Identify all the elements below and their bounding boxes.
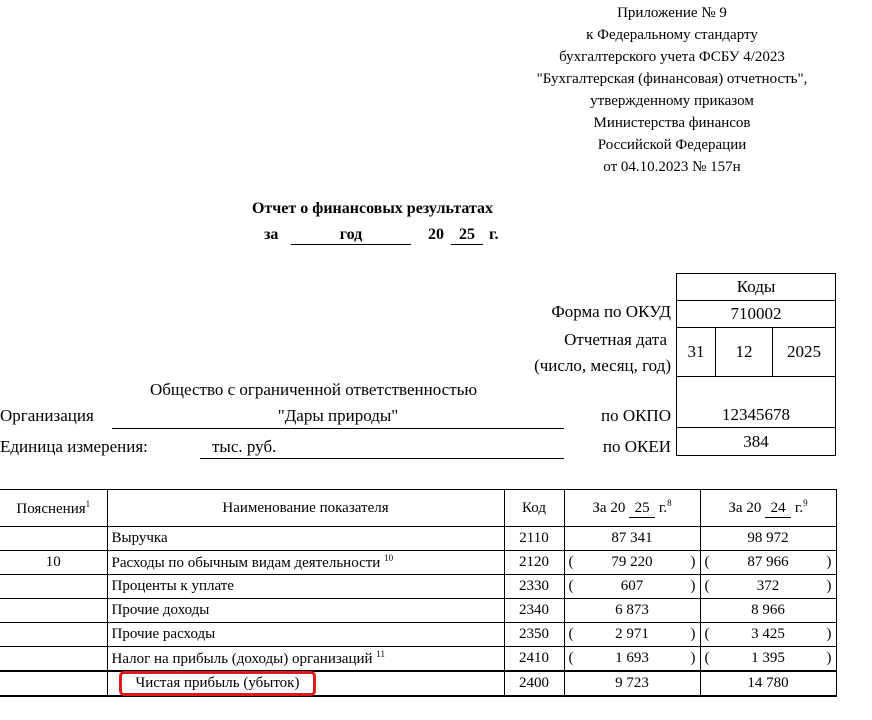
row-previous-value: 98 972 (700, 527, 836, 551)
row-name: Выручка (107, 527, 504, 551)
row-previous-value: 14 780 (700, 671, 836, 696)
unit-value: тыс. руб. (200, 437, 564, 459)
row-code: 2410 (504, 647, 564, 672)
row-name: Проценты к уплате (107, 575, 504, 599)
row-previous-value: ( 87 966 ) (700, 551, 836, 575)
period-field: год (291, 226, 411, 245)
okpo-label: по ОКПО (600, 406, 671, 425)
row-name: Прочие доходы (107, 599, 504, 623)
row-note (0, 527, 107, 551)
row-current-value: ( 2 971 ) (564, 623, 700, 647)
row-name (107, 671, 504, 696)
date-year: 2025 (773, 328, 836, 377)
row-current-value: ( 607 ) (564, 575, 700, 599)
appendix-line: "Бухгалтерская (финансовая) отчетность", (536, 71, 808, 87)
date-month: 12 (716, 328, 773, 377)
date-label-1: Отчетная дата (564, 330, 667, 349)
row-name: Расходы по обычным видам деятельности $^{10}$ (107, 551, 504, 575)
year-prefix: 20 (428, 226, 444, 243)
row-name: Налог на прибыль (доходы) организаций $^{11}$ (107, 647, 504, 672)
row-note (0, 623, 107, 647)
table-row (0, 527, 836, 551)
table-header-row (0, 490, 836, 527)
appendix-line: Приложение № 9 (617, 5, 727, 21)
org-name-line1: Общество с ограниченной ответственностью (150, 380, 478, 399)
row-note (0, 599, 107, 623)
appendix-line: Российской Федерации (597, 137, 747, 153)
row-note: 10 (0, 551, 107, 575)
appendix-line: к Федеральному стандарту (586, 27, 758, 43)
row-name: Прочие расходы (107, 623, 504, 647)
row-code: 2340 (504, 599, 564, 623)
date-day: 31 (677, 328, 716, 377)
table-row-net-profit (0, 671, 836, 696)
table-row (0, 551, 836, 575)
org-name-line2: "Дары природы" (112, 406, 564, 429)
header-name: Наименование показателя (107, 490, 504, 527)
table-row (0, 575, 836, 599)
codes-header: Коды (677, 274, 836, 301)
row-previous-value: ( 3 425 ) (700, 623, 836, 647)
row-current-value: ( 1 693 ) (564, 647, 700, 672)
header-current-period: За 20 25 г.$^8$ (564, 490, 700, 527)
appendix-line: Министерства финансов (593, 115, 751, 131)
row-code: 2350 (504, 623, 564, 647)
row-code: 2400 (504, 671, 564, 696)
row-code: 2110 (504, 527, 564, 551)
row-previous-value: ( 1 395 ) (700, 647, 836, 672)
year-g: г. (489, 226, 499, 243)
row-note (0, 575, 107, 599)
header-code: Код (504, 490, 564, 527)
year-field: 25 (451, 226, 483, 245)
appendix-line: бухгалтерского учета ФСБУ 4/2023 (559, 49, 785, 65)
okei-label: по ОКЕИ (602, 437, 671, 456)
codes-blank (677, 377, 836, 404)
unit-label: Единица измерения: (0, 437, 148, 456)
report-title: Отчет о финансовых результатах (251, 200, 494, 217)
financial-results-table (0, 489, 837, 697)
row-current-value: 9 723 (564, 671, 700, 696)
row-current-value: 6 873 (564, 599, 700, 623)
row-previous-value: ( 372 ) (700, 575, 836, 599)
table-row (0, 647, 836, 672)
period-za: за (264, 226, 279, 243)
row-note (0, 647, 107, 672)
okud-label: Форма по ОКУД (551, 302, 671, 321)
codes-block (676, 273, 836, 456)
okud-value: 710002 (677, 301, 836, 328)
row-current-value: ( 79 220 ) (564, 551, 700, 575)
appendix-header (500, 2, 844, 178)
appendix-line: от 04.10.2023 № 157н (603, 159, 741, 175)
appendix-line: утвержденному приказом (590, 93, 754, 109)
okpo-value: 12345678 (677, 403, 836, 428)
header-previous-period: За 20 24 г.$^9$ (700, 490, 836, 527)
row-note (0, 671, 107, 696)
row-code: 2120 (504, 551, 564, 575)
okei-value: 384 (677, 428, 836, 456)
header-notes: Пояснения$^1$ (0, 490, 107, 527)
row-previous-value: 8 966 (700, 599, 836, 623)
table-row (0, 599, 836, 623)
date-label-2: (число, месяц, год) (534, 356, 671, 375)
table-row (0, 623, 836, 647)
net-profit-highlight: Чистая прибыль (убыток) (122, 674, 314, 693)
row-current-value: 87 341 (564, 527, 700, 551)
row-code: 2330 (504, 575, 564, 599)
org-label: Организация (0, 406, 94, 425)
